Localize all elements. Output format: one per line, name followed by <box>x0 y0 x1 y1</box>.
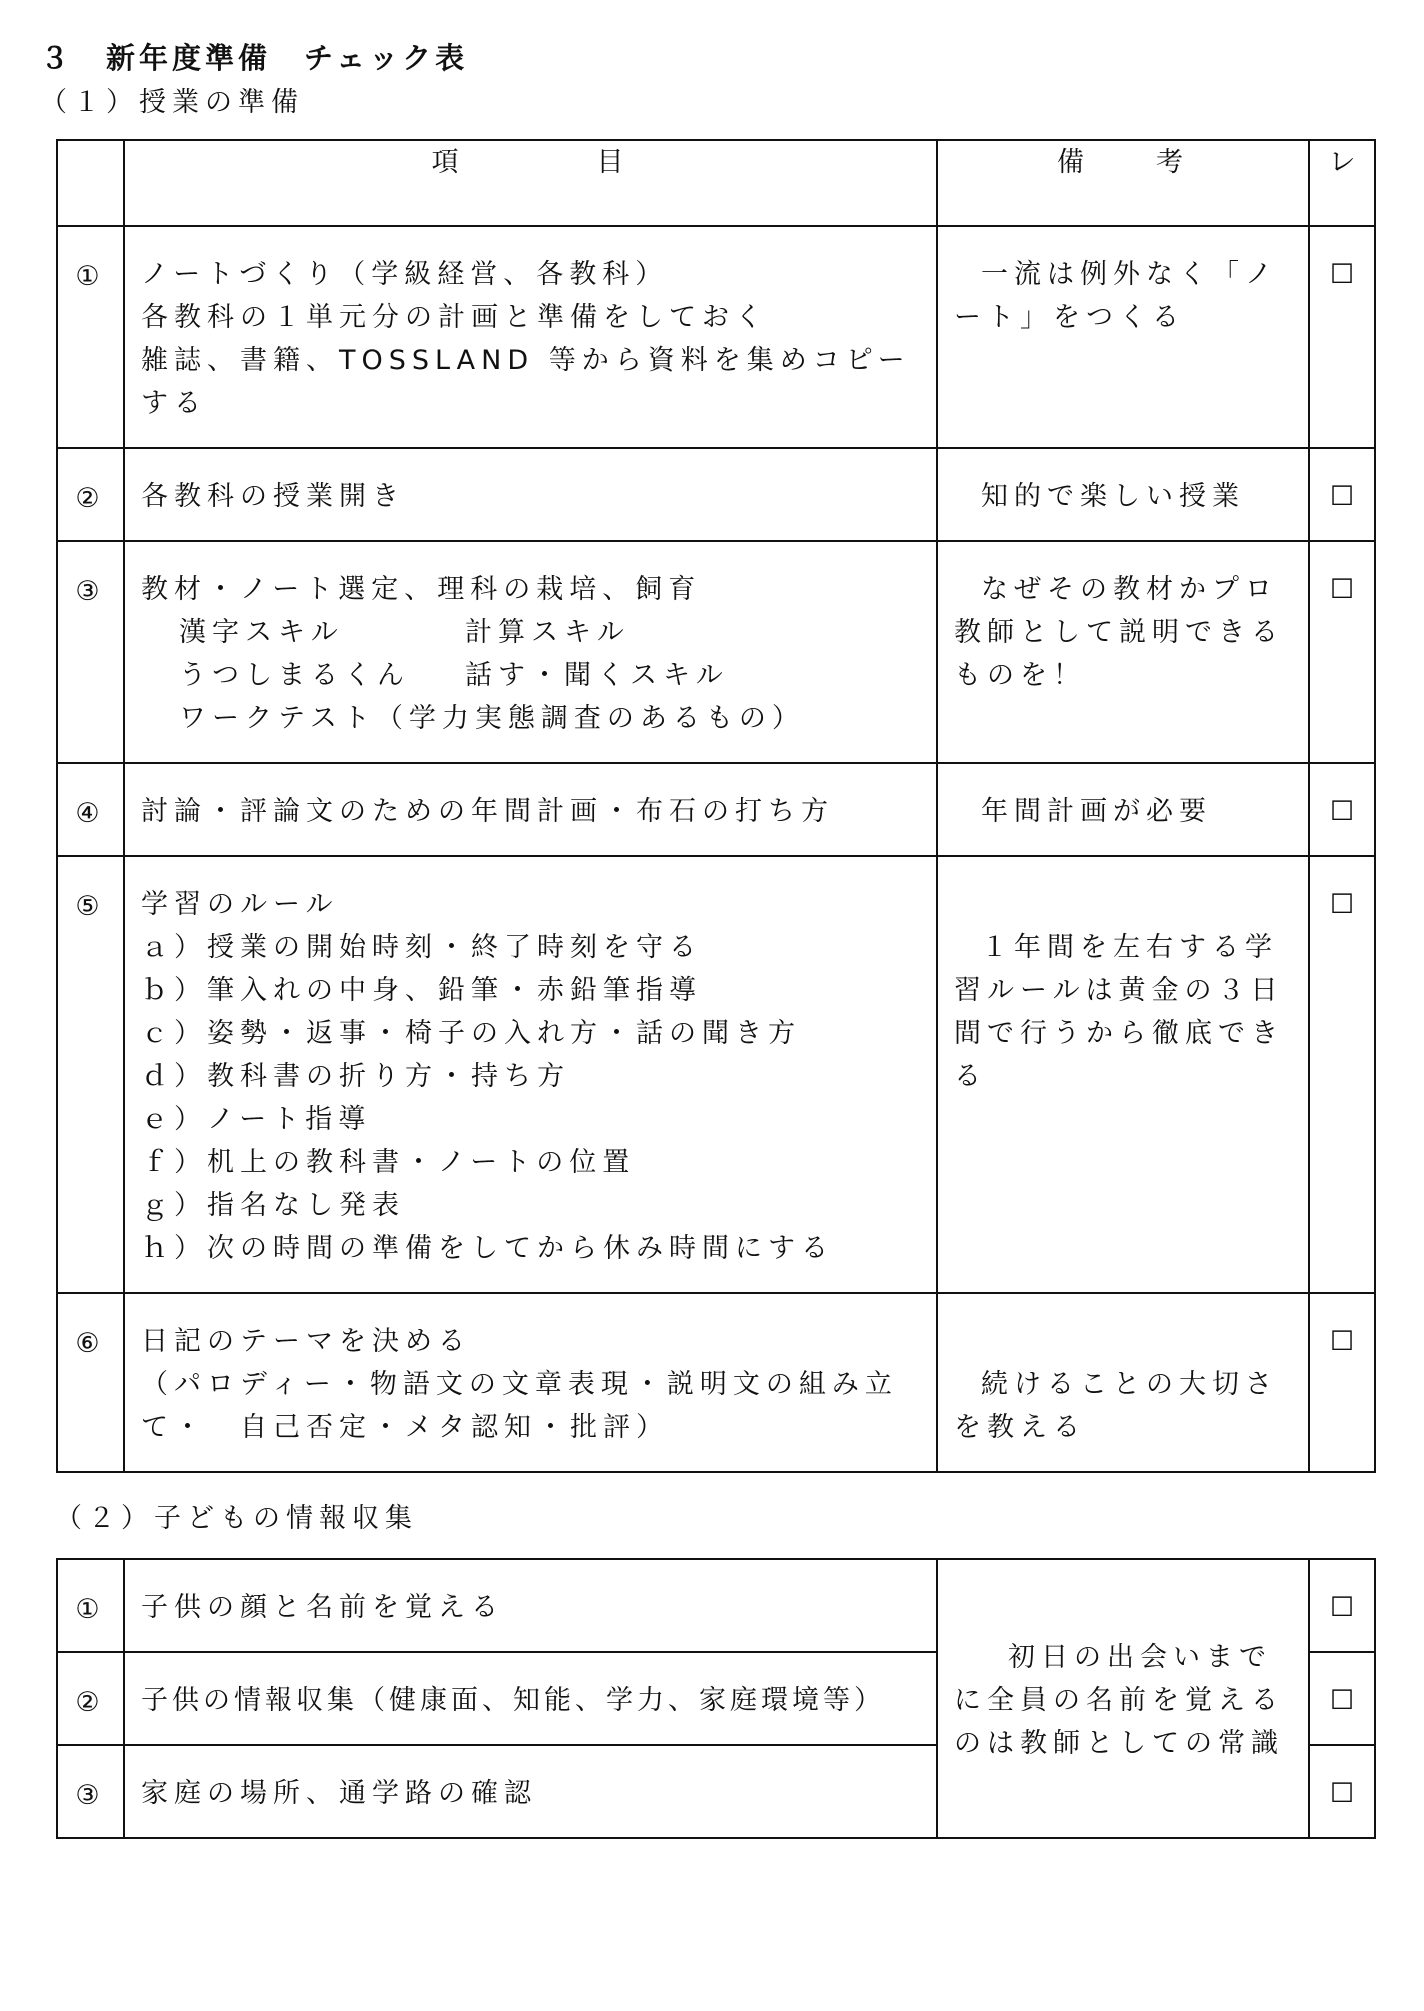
item-line: ｇ）指名なし発表 <box>141 1190 405 1221</box>
row-number: ⑤ <box>57 856 124 1293</box>
item-line: （パロディー・物語文の文章表現・説明文の組み立て・ 自己否定・メタ認知・批評） <box>141 1369 898 1443</box>
header-item: 項 目 <box>124 140 937 226</box>
row-note <box>937 1293 1309 1472</box>
table-row <box>57 856 1375 1293</box>
row-checkbox[interactable]: ☐ <box>1309 226 1375 448</box>
row-note <box>937 226 1309 448</box>
row-item <box>124 763 937 856</box>
row-note <box>937 541 1309 763</box>
table-header-row <box>57 140 1375 226</box>
row-checkbox[interactable]: ☐ <box>1309 763 1375 856</box>
item-line <box>141 611 926 654</box>
row-number: ② <box>57 1652 124 1745</box>
header-num <box>57 140 124 226</box>
row-number: ③ <box>57 541 124 763</box>
note-text: 知的で楽しい授業 <box>981 481 1245 512</box>
item-line: ｅ）ノート指導 <box>141 1104 372 1135</box>
row-item <box>124 1293 937 1472</box>
item-line: ｂ）筆入れの中身、鉛筆・赤鉛筆指導 <box>141 975 702 1006</box>
item-line: ａ）授業の開始時刻・終了時刻を守る <box>141 932 702 963</box>
row-item: 家庭の場所、通学路の確認 <box>124 1745 937 1838</box>
item-sub: 話す・聞くスキル <box>465 660 729 691</box>
item-line <box>141 654 926 697</box>
row-note <box>937 856 1309 1293</box>
row-checkbox[interactable]: ☐ <box>1309 448 1375 541</box>
item-line: 日記のテーマを決める <box>141 1326 471 1357</box>
row-note <box>937 763 1309 856</box>
note-text: 一流は例外なく「ノート」をつくる <box>954 259 1278 333</box>
row-number: ① <box>57 226 124 448</box>
note-text: 年間計画が必要 <box>981 796 1212 827</box>
row-item: 子供の顔と名前を覚える <box>124 1559 937 1652</box>
table-row <box>57 226 1375 448</box>
item-line: 学習のルール <box>141 889 339 920</box>
lesson-prep-table <box>56 139 1376 1473</box>
row-checkbox[interactable]: ☐ <box>1309 1745 1375 1838</box>
row-item <box>124 856 937 1293</box>
row-number: ③ <box>57 1745 124 1838</box>
page-heading: ３ 新年度準備 チェック表 <box>40 41 469 75</box>
section2-title: （２）子どもの情報収集 <box>55 1503 418 1534</box>
row-item <box>124 541 937 763</box>
row-note <box>937 448 1309 541</box>
note-text: 続けることの大切さを教える <box>954 1369 1278 1443</box>
header-note: 備 考 <box>937 140 1309 226</box>
note-text: 初日の出会いまでに全員の名前を覚えるのは教師としての常識 <box>954 1642 1284 1759</box>
child-info-table <box>56 1558 1376 1839</box>
item-line: 各教科の授業開き <box>141 481 405 512</box>
row-checkbox[interactable]: ☐ <box>1309 1559 1375 1652</box>
item-line: 教材・ノート選定、理科の栽培、飼育 <box>141 574 702 605</box>
row-number: ① <box>57 1559 124 1652</box>
row-number: ④ <box>57 763 124 856</box>
item-line: 雑誌、書籍、TOSSLAND 等から資料を集めコピーする <box>141 345 911 419</box>
item-sub: うつしまるくん <box>179 660 410 691</box>
item-line: ワークテスト（学力実態調査のあるもの） <box>179 703 805 734</box>
table-row <box>57 1293 1375 1472</box>
item-line: 討論・評論文のための年間計画・布石の打ち方 <box>141 796 834 827</box>
note-text: なぜその教材かプロ教師として説明できるものを！ <box>954 574 1284 691</box>
item-line: ｄ）教科書の折り方・持ち方 <box>141 1061 570 1092</box>
item-line: ノートづくり（学級経営、各教科） <box>141 259 669 290</box>
header-check: レ <box>1309 140 1375 226</box>
item-sub: 計算スキル <box>465 617 630 648</box>
row-number: ⑥ <box>57 1293 124 1472</box>
item-sub: 漢字スキル <box>179 617 344 648</box>
table-row <box>57 1559 1375 1652</box>
row-item <box>124 448 937 541</box>
table-row <box>57 541 1375 763</box>
row-checkbox[interactable]: ☐ <box>1309 1652 1375 1745</box>
row-number: ② <box>57 448 124 541</box>
row-item: 子供の情報収集（健康面、知能、学力、家庭環境等） <box>124 1652 937 1745</box>
item-line: ｃ）姿勢・返事・椅子の入れ方・話の聞き方 <box>141 1018 801 1049</box>
section1-title: （１）授業の準備 <box>40 87 304 118</box>
item-line: ｈ）次の時間の準備をしてから休み時間にする <box>141 1233 834 1264</box>
table-row <box>57 448 1375 541</box>
row-checkbox[interactable]: ☐ <box>1309 541 1375 763</box>
row-item <box>124 226 937 448</box>
item-line: 各教科の１単元分の計画と準備をしておく <box>141 302 768 333</box>
row-checkbox[interactable]: ☐ <box>1309 1293 1375 1472</box>
table-row <box>57 763 1375 856</box>
note-text: １年間を左右する学習ルールは黄金の３日間で行うから徹底できる <box>954 932 1284 1092</box>
row-checkbox[interactable]: ☐ <box>1309 856 1375 1293</box>
item-line: ｆ）机上の教科書・ノートの位置 <box>141 1147 636 1178</box>
row-note <box>937 1559 1309 1838</box>
